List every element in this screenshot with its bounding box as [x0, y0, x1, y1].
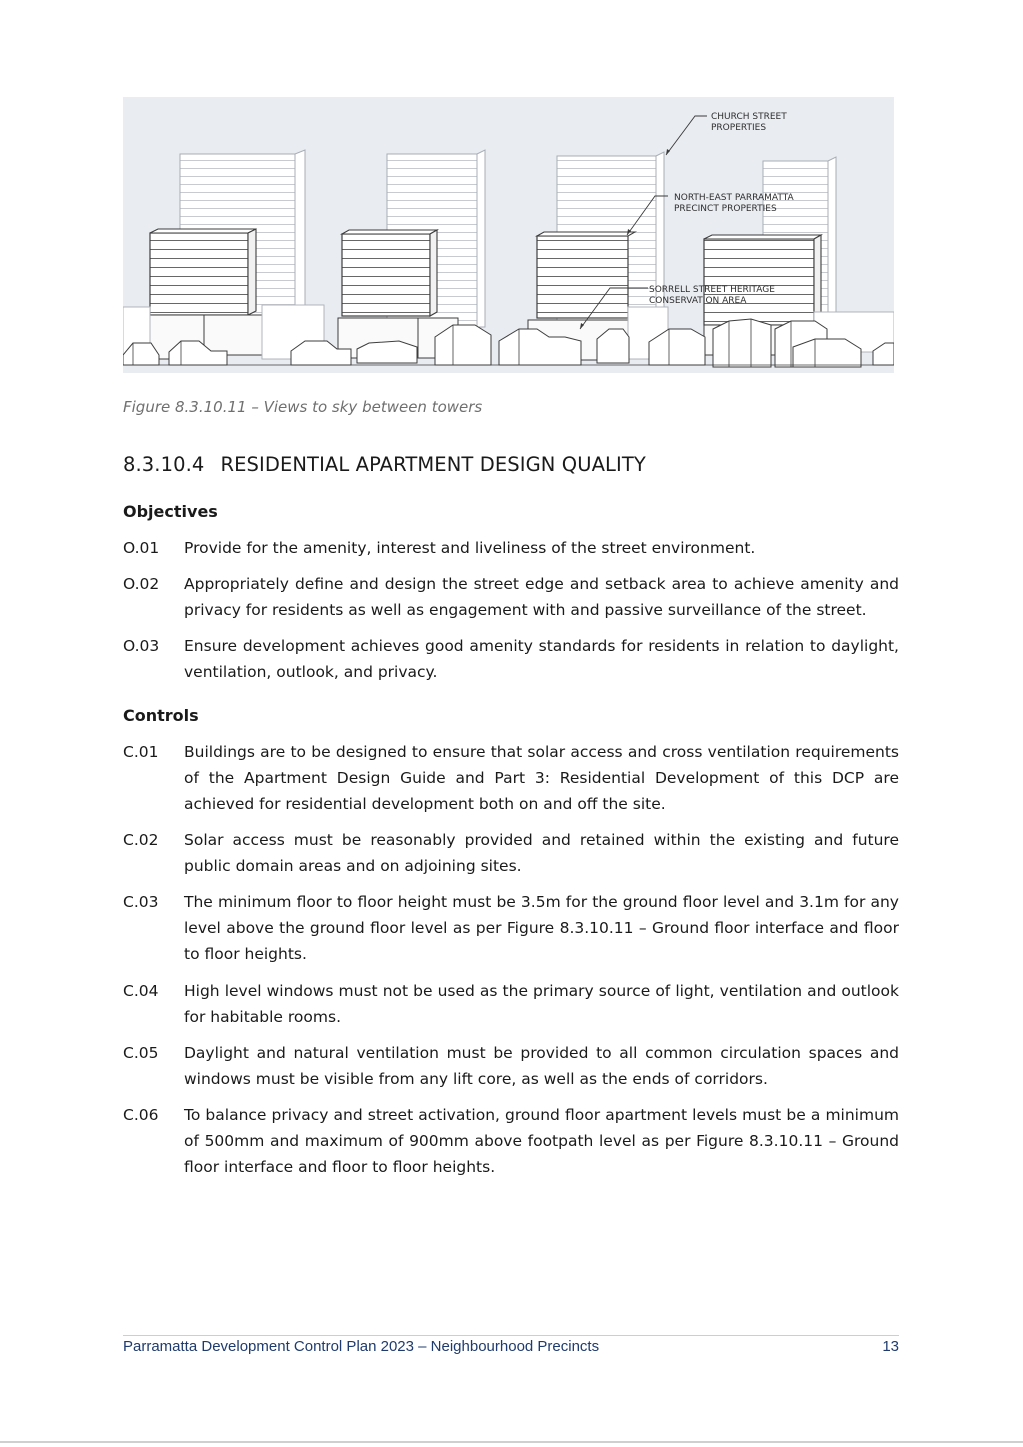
item-code: C.02	[123, 831, 159, 849]
control-item	[123, 1102, 899, 1180]
objective-item	[123, 571, 899, 623]
figure-views-to-sky	[123, 97, 894, 373]
page-number: 13	[882, 1338, 899, 1355]
control-item	[123, 1040, 899, 1092]
item-text: High level windows must not be used as the primary source of light, ventilation and outlook for habitable rooms.	[184, 982, 899, 1026]
control-item	[123, 889, 899, 967]
item-code: O.01	[123, 539, 160, 557]
control-item	[123, 978, 899, 1030]
control-item	[123, 827, 899, 879]
label-sorrell-line1: SORRELL STREET HERITAGE	[649, 285, 775, 295]
item-code: O.03	[123, 637, 160, 655]
item-text: Appropriately define and design the street edge and setback area to achieve amenity and privacy for residents as well as engagement with and passive surveillance of the street.	[184, 575, 899, 619]
item-text: Buildings are to be designed to ensure that solar access and cross ventilation requirements of the Apartment Design Guide and Part 3: Residential Development of this DCP are achieved for residential development both on and off the site.	[184, 743, 899, 813]
objectives-heading: Objectives	[123, 502, 218, 521]
item-text: Ensure development achieves good amenity standards for residents in relation to daylight, ventilation, outlook, and privacy.	[184, 637, 899, 681]
footer-divider	[123, 1335, 899, 1336]
item-text: To balance privacy and street activation, ground floor apartment levels must be a minimum of 500mm and maximum of 900mm above footpath level as per Figure 8.3.10.11 – Ground floor interface and floor to floor heights.	[184, 1106, 899, 1176]
item-code: C.05	[123, 1044, 159, 1062]
item-code: C.04	[123, 982, 159, 1000]
label-church-line2: PROPERTIES	[711, 123, 767, 133]
objective-item	[123, 535, 899, 561]
item-code: C.06	[123, 1106, 159, 1124]
label-northeast-line1: NORTH-EAST PARRAMATTA	[674, 193, 794, 203]
section-number: 8.3.10.4	[123, 453, 205, 476]
section-title: RESIDENTIAL APARTMENT DESIGN QUALITY	[220, 453, 646, 476]
section-heading	[123, 453, 646, 476]
objective-item	[123, 633, 899, 685]
label-church-line1: CHURCH STREET	[711, 112, 787, 122]
label-northeast-line2: PRECINCT PROPERTIES	[674, 204, 777, 214]
item-code: C.01	[123, 743, 159, 761]
item-text: Provide for the amenity, interest and liveliness of the street environment.	[184, 539, 756, 557]
item-text: Daylight and natural ventilation must be provided to all common circulation spaces and windows must be visible from any lift core, as well as the ends of corridors.	[184, 1044, 899, 1088]
page-bottom-edge	[0, 1441, 1023, 1443]
item-code: C.03	[123, 893, 159, 911]
page-footer	[123, 1338, 899, 1355]
control-item	[123, 739, 899, 817]
item-text: Solar access must be reasonably provided and retained within the existing and future public domain areas and on adjoining sites.	[184, 831, 899, 875]
towers-illustration	[123, 97, 894, 373]
controls-heading: Controls	[123, 706, 199, 725]
item-text: The minimum floor to floor height must be 3.5m for the ground floor level and 3.1m for any level above the ground floor level as per Figure 8.3.10.11 – Ground floor interface and floor to floor heights.	[184, 893, 899, 963]
item-code: O.02	[123, 575, 160, 593]
label-sorrell-line2: CONSERVATION AREA	[649, 296, 747, 306]
footer-title: Parramatta Development Control Plan 2023 – Neighbourhood Precincts	[123, 1338, 600, 1355]
figure-caption: Figure 8.3.10.11 – Views to sky between towers	[123, 398, 483, 416]
